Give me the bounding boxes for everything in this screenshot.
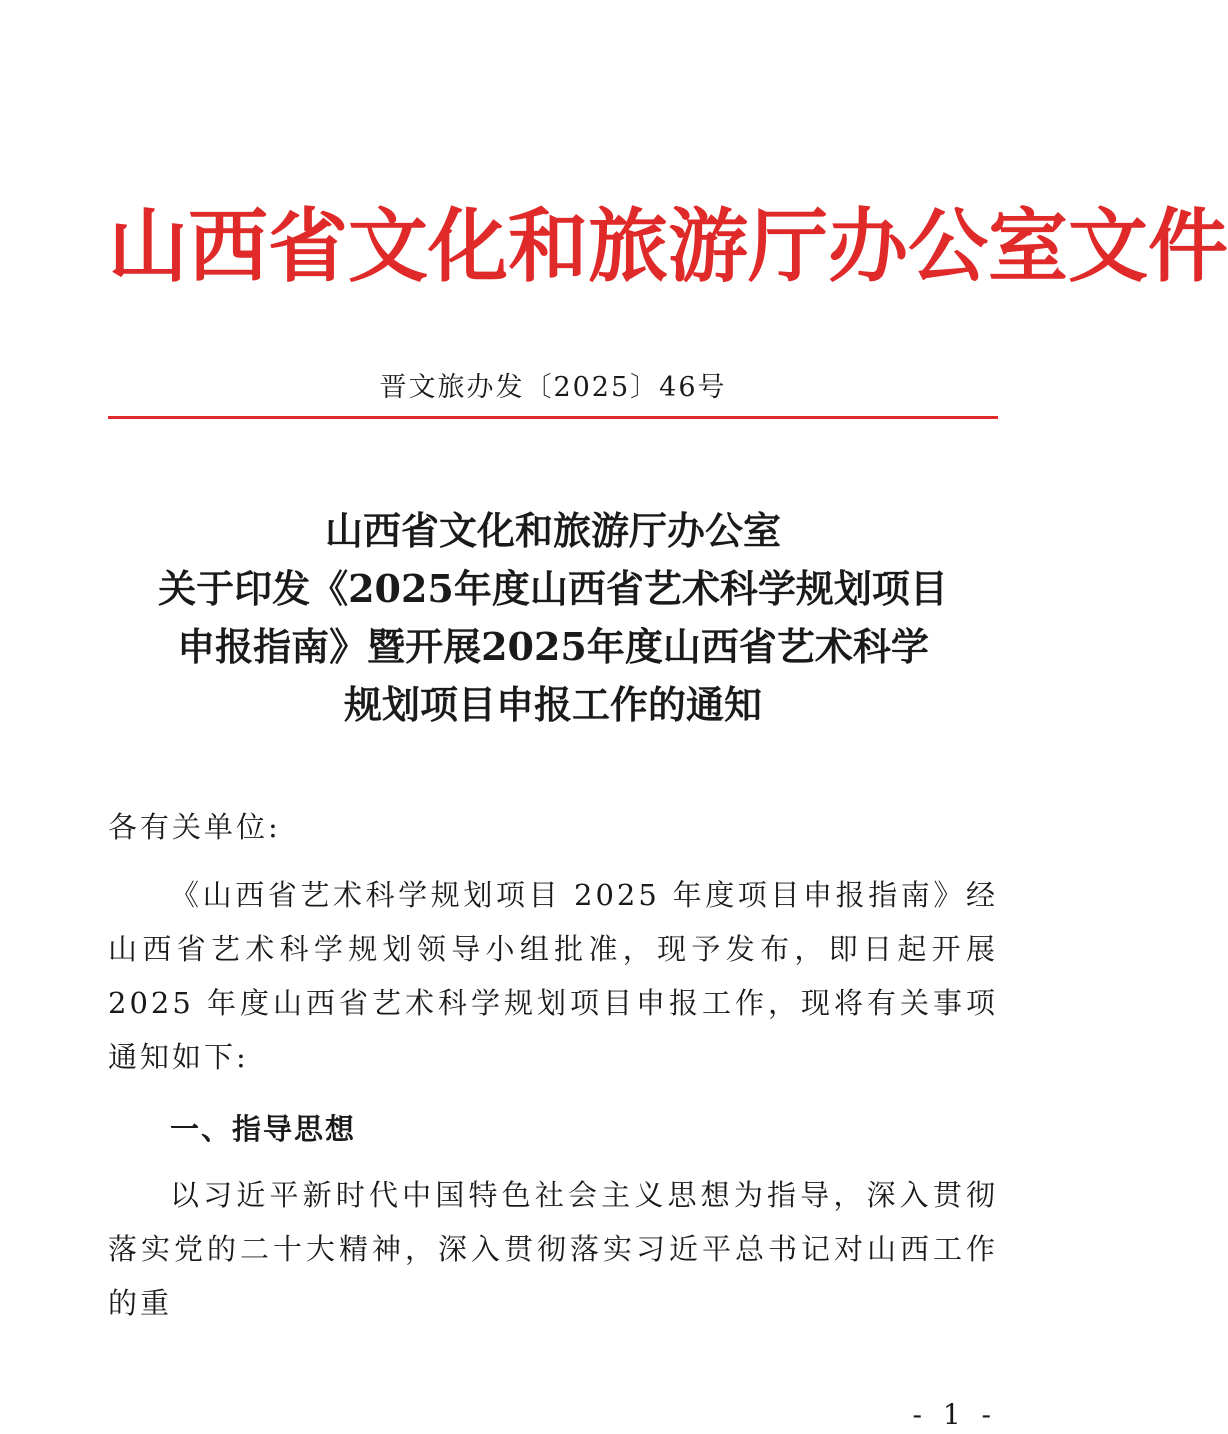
document-header: 山西省文化和旅游厅办公室文件 bbox=[108, 199, 1228, 293]
section-heading-guiding-ideology: 一、指导思想 bbox=[170, 1112, 357, 1146]
salutation: 各有关单位: bbox=[108, 810, 281, 844]
page-number: - 1 - bbox=[912, 1398, 997, 1431]
title-line-3: 申报指南》暨开展2025年度山西省艺术科学 bbox=[177, 624, 929, 669]
title-line-4: 规划项目申报工作的通知 bbox=[343, 682, 762, 727]
red-divider bbox=[108, 416, 998, 419]
paragraph-guiding-ideology: 以习近平新时代中国特色社会主义思想为指导，深入贯彻落实党的二十大精神，深入贯彻落实习近平总书记对山西工作的重 bbox=[108, 1178, 998, 1320]
title-line-1: 山西省文化和旅游厅办公室 bbox=[324, 508, 781, 553]
paragraph-intro: 《山西省艺术科学规划项目 2025 年度项目申报指南》经山西省艺术科学规划领导小组批准，现予发布，即日起开展 2025 年度山西省艺术科学规划项目申报工作，现将有关事项通知如下: bbox=[108, 878, 998, 1074]
document-title bbox=[108, 502, 998, 734]
title-line-2: 关于印发《2025年度山西省艺术科学规划项目 bbox=[158, 566, 948, 611]
document-number: 晋文旅办发〔2025〕46号 bbox=[379, 372, 727, 403]
